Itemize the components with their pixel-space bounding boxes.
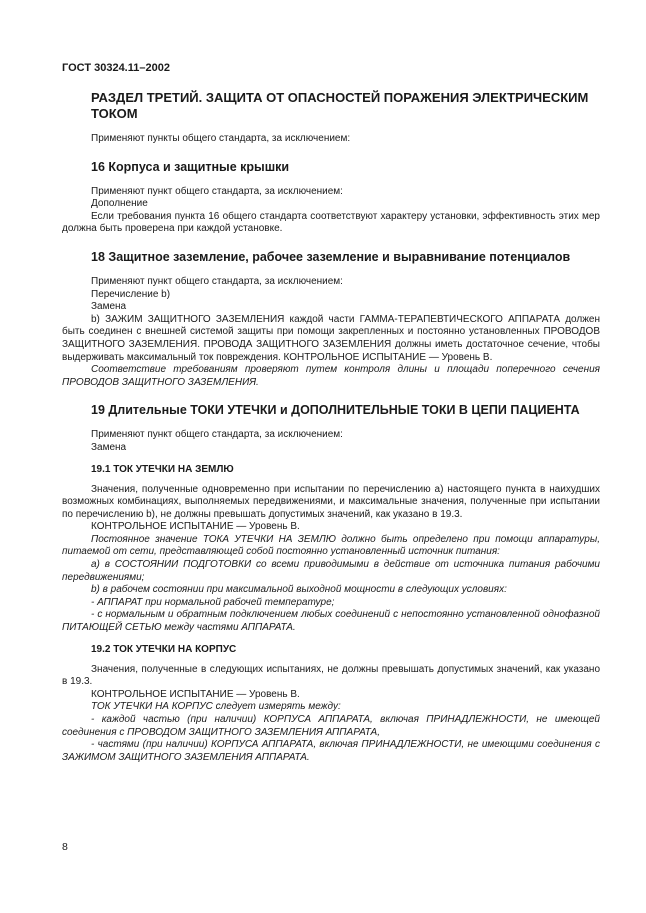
paragraph: Постоянное значение ТОКА УТЕЧКИ НА ЗЕМЛЮ должно быть определено при помощи аппаратуры, питаемой от сети, представляющей собой постоянно установленный источник питания: <box>62 533 600 558</box>
paragraph: b) ЗАЖИМ ЗАЩИТНОГО ЗАЗЕМЛЕНИЯ каждой части ГАММА-ТЕРАПЕВТИЧЕСКОГО АППАРАТА должен быть соединен с внешней системой защиты при помощи закрепленных и постоянно установленных ПРОВОДОВ ЗАЩИТНОГО ЗАЗЕМЛЕНИЯ. ПРОВОДА ЗАЩИТНОГО ЗАЗЕМЛЕНИЯ должны иметь достаточное сечение, чтобы выдерживать максимальный ток повреждения. КОНТРОЛЬНОЕ ИСПЫТАНИЕ — Уровень В. <box>62 313 600 363</box>
spacer <box>62 656 600 664</box>
clause-heading: 16 Корпуса и защитные крышки <box>91 159 290 174</box>
paragraph: - АППАРАТ при нормальной рабочей температуре; <box>91 596 335 608</box>
paragraph: ТОК УТЕЧКИ НА КОРПУС следует измерять между: <box>91 701 341 713</box>
paragraph: Значения, полученные одновременно при испытании по перечислению а) настоящего пункта в наихудших возможных комбинациях, выполняемых передвижениями, и максимальные значения, полученные при испытании по перечислению b), не должны превышать допустимых значений, как указано в 19.3. <box>62 483 600 520</box>
clause-heading: 19 Длительные ТОКИ УТЕЧКИ и ДОПОЛНИТЕЛЬНЫЕ ТОКИ В ЦЕПИ ПАЦИЕНТА <box>91 403 580 418</box>
section-heading: РАЗДЕЛ ТРЕТИЙ. ЗАЩИТА ОТ ОПАСНОСТЕЙ ПОРАЖЕНИЯ ЭЛЕКТРИЧЕСКИМ ТОКОМ <box>91 90 589 121</box>
paragraph: Перечисление b) <box>91 288 171 300</box>
page-number: 8 <box>62 841 68 853</box>
subclause-heading: 19.1 ТОК УТЕЧКИ НА ЗЕМЛЮ <box>91 463 234 475</box>
paragraph: КОНТРОЛЬНОЕ ИСПЫТАНИЕ — Уровень В. <box>91 521 300 533</box>
spacer <box>62 389 600 402</box>
spacer <box>62 418 600 429</box>
paragraph: Применяют пункты общего стандарта, за исключением: <box>91 133 351 144</box>
paragraph: а) в СОСТОЯНИИ ПОДГОТОВКИ со всеми приводимыми в действие от источника питания рабочими передвижениями; <box>62 559 600 583</box>
spacer <box>62 175 600 186</box>
paragraph: Применяют пункт общего стандарта, за исключением: <box>91 275 343 287</box>
paragraph: Соответствие требованиям проверяют путем контроля длины и площади поперечного сечения ПРОВОДОВ ЗАЩИТНОГО ЗАЗЕМЛЕНИЯ. <box>62 364 600 388</box>
paragraph: Значения, полученные в следующих испытаниях, не должны превышать допустимых значений, как указано в 19.3. <box>62 663 600 688</box>
paragraph: Дополнение <box>91 198 148 210</box>
paragraph: - каждой частью (при наличии) КОРПУСА АППАРАТА, включая ПРИНАДЛЕЖНОСТИ, не имеющей соединения с ПРОВОДОМ ЗАЩИТНОГО ЗАЗЕМЛЕНИЯ АППАРАТА, <box>62 714 600 738</box>
paragraph: Замена <box>91 301 127 313</box>
spacer <box>62 122 600 133</box>
standard-header: ГОСТ 30324.11–2002 <box>62 62 170 74</box>
paragraph: b) в рабочем состоянии при максимальной выходной мощности в следующих условиях: <box>91 584 507 596</box>
subclause-heading: 19.2 ТОК УТЕЧКИ НА КОРПУС <box>91 643 237 655</box>
spacer <box>62 236 600 249</box>
spacer <box>62 265 600 276</box>
clause-heading: 18 Защитное заземление, рабочее заземление и выравнивание потенциалов <box>91 249 571 264</box>
spacer <box>62 455 600 463</box>
paragraph: Замена <box>91 441 127 453</box>
spacer <box>62 146 600 159</box>
paragraph: - с нормальным и обратным подключением любых соединений с непостоянно установленной однофазной ПИТАЮЩЕЙ СЕТЬЮ между частями АППАРАТА. <box>62 609 600 634</box>
paragraph: Применяют пункт общего стандарта, за исключением: <box>91 429 343 441</box>
spacer <box>62 476 600 484</box>
spacer <box>62 635 600 643</box>
paragraph: КОНТРОЛЬНОЕ ИСПЫТАНИЕ — Уровень В. <box>91 688 300 700</box>
page-body <box>62 90 600 764</box>
paragraph: Если требования пункта 16 общего стандарта соответствуют характеру установки, эффективность этих мер должна быть проверена при каждой установке. <box>62 210 600 235</box>
paragraph: - частями (при наличии) КОРПУСА АППАРАТА, включая ПРИНАДЛЕЖНОСТИ, не имеющими соединения с ЗАЖИМОМ ЗАЩИТНОГО ЗАЗЕМЛЕНИЯ АППАРАТА. <box>62 739 600 763</box>
paragraph: Применяют пункт общего стандарта, за исключением: <box>91 185 343 197</box>
